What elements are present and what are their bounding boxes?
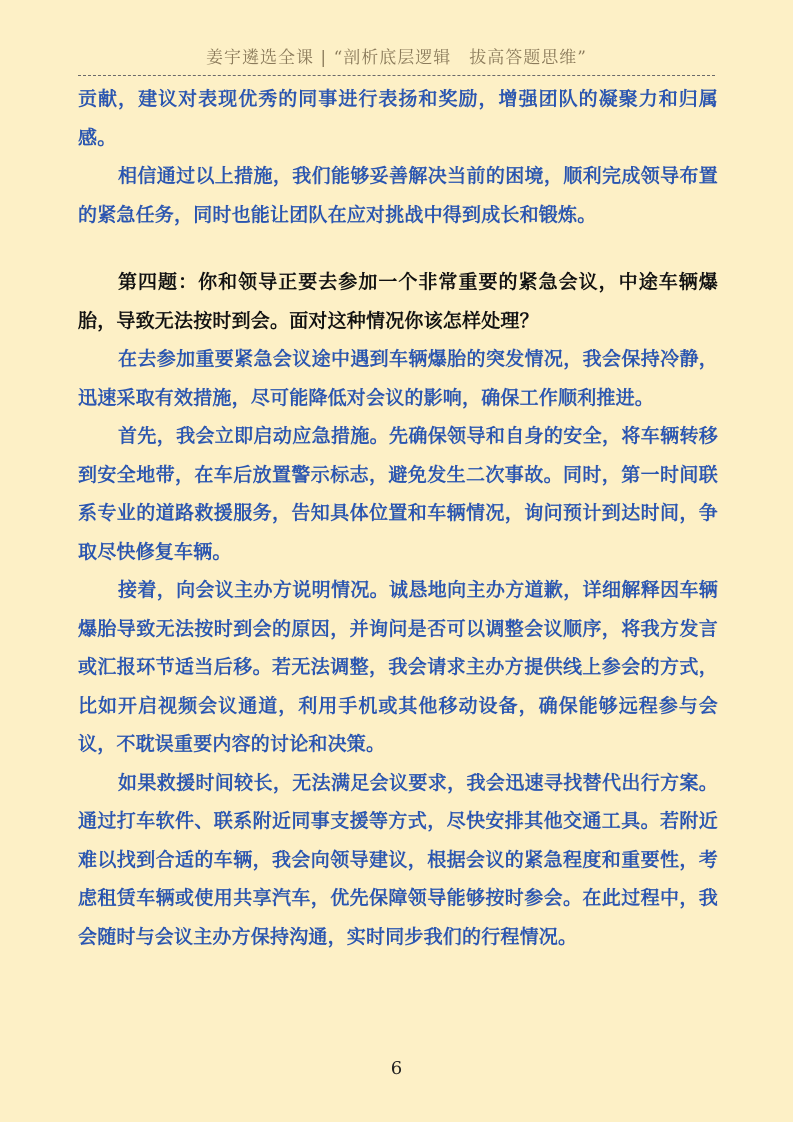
header-divider [78,75,715,76]
paragraph-6: 如果救援时间较长，无法满足会议要求，我会迅速寻找替代出行方案。通过打车软件、联系附近同事支援等方式，尽快安排其他交通工具。若附近难以找到合适的车辆，我会向领导建议，根据会议的紧急程度和重要性，考虑租赁车辆或使用共享汽车，优先保障领导能够按时参会。在此过程中，我会随时与会议主办方保持沟通，实时同步我们的行程情况。 [78,771,718,948]
paragraph-3: 在去参加重要紧急会议途中遇到车辆爆胎的突发情况，我会保持冷静，迅速采取有效措施，尽可能降低对会议的影响，确保工作顺利推进。 [78,348,718,409]
paragraph-2: 相信通过以上措施，我们能够妥善解决当前的困境，顺利完成领导布置的紧急任务，同时也能让团队在应对挑战中得到成长和锻炼。 [78,165,718,226]
paragraph-1: 贡献，建议对表现优秀的同事进行表扬和奖励，增强团队的凝聚力和归属感。 [78,88,718,149]
paragraph-4: 首先，我会立即启动应急措施。先确保领导和自身的安全，将车辆转移到安全地带，在车后放置警示标志，避免发生二次事故。同时，第一时间联系专业的道路救援服务，告知具体位置和车辆情况，询问预计到达时间，争取尽快修复车辆。 [78,425,718,563]
page-header: 姜宇遴选全课 | “剖析底层逻辑 拔高答题思维” [206,48,587,68]
page-number: 6 [390,1058,403,1079]
paragraph-5: 接着，向会议主办方说明情况。诚恳地向主办方道歉，详细解释因车辆爆胎导致无法按时到会的原因，并询问是否可以调整会议顺序，将我方发言或汇报环节适当后移。若无法调整，我会请求主办方提供线上参会的方式，比如开启视频会议通道，利用手机或其他移动设备，确保能够远程参与会议，不耽误重要内容的讨论和决策。 [78,579,718,755]
page-body [78,80,718,956]
question-heading: 第四题：你和领导正要去参加一个非常重要的紧急会议，中途车辆爆胎，导致无法按时到会。面对这种情况你该怎样处理？ [78,271,718,332]
